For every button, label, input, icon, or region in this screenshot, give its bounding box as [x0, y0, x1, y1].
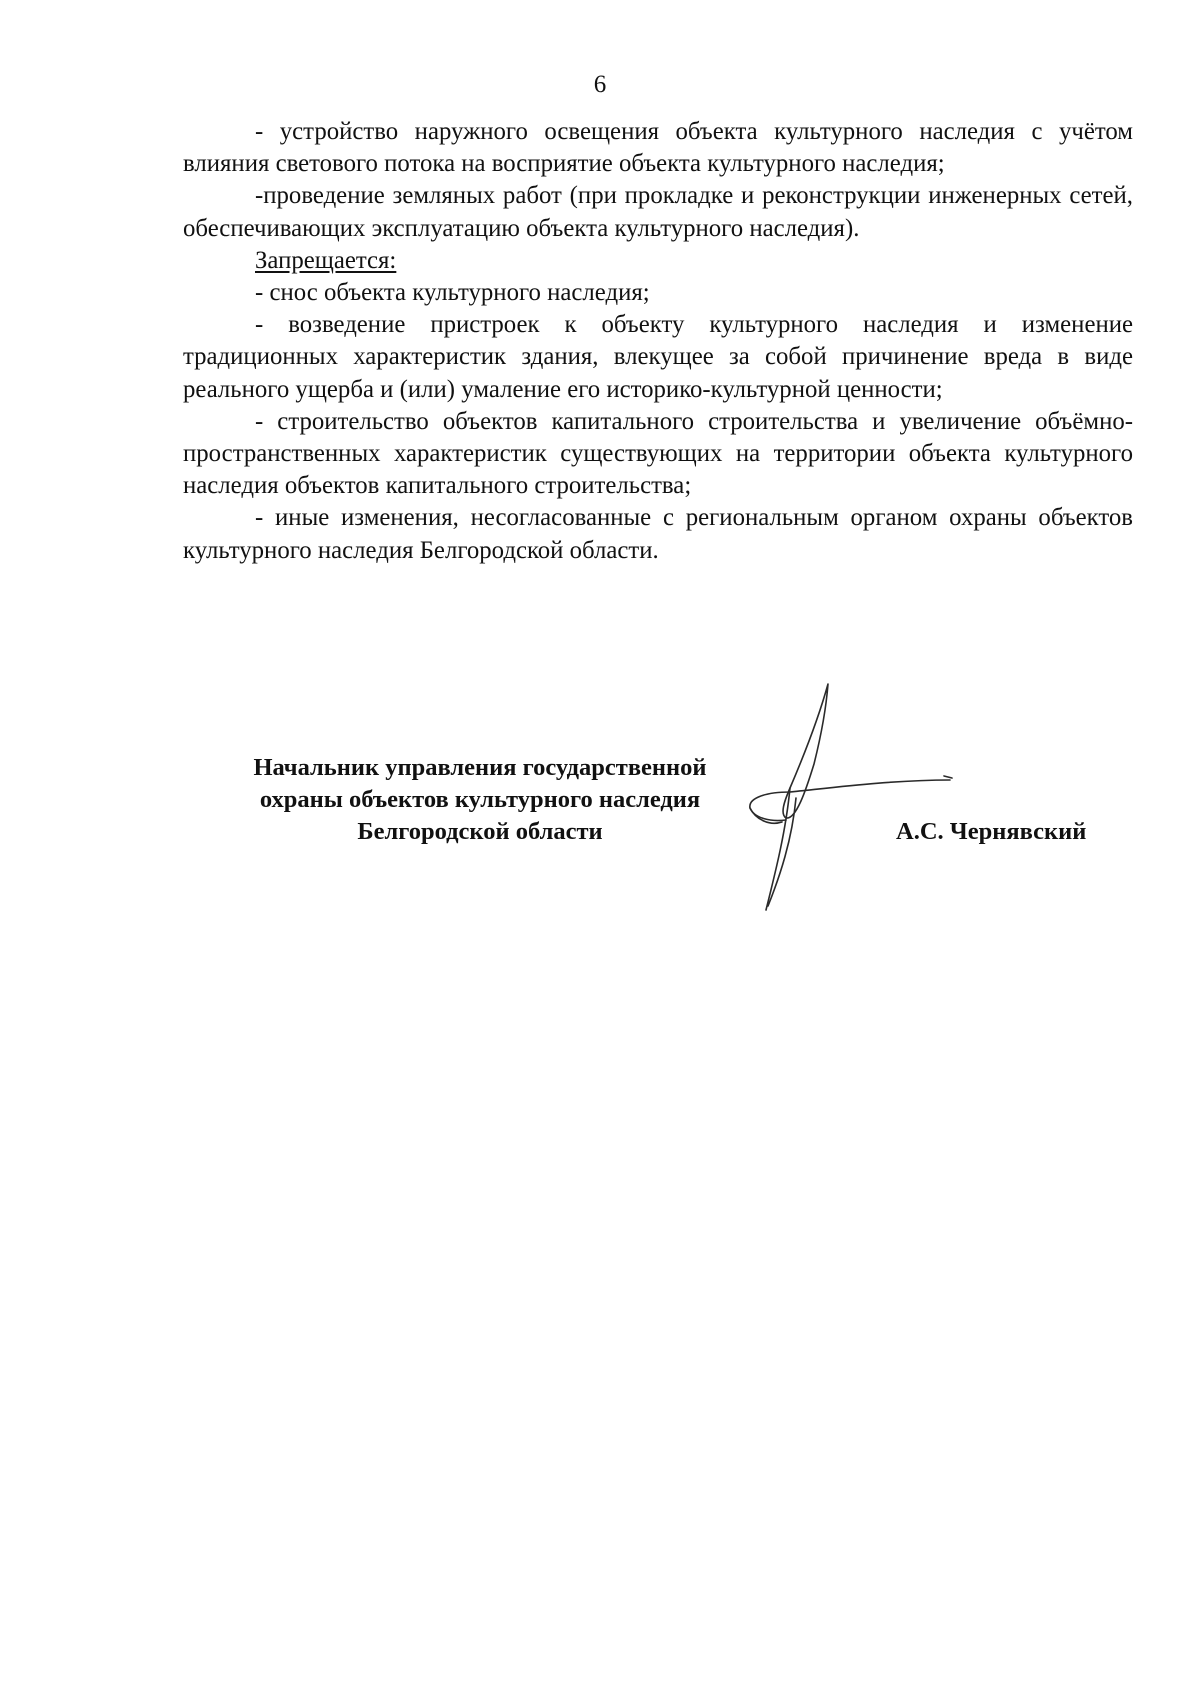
handwritten-signature: [740, 680, 960, 920]
paragraph-other-changes: - иные изменения, несогласованные с региональным органом охраны объектов культурного наследия Белгородской области.: [183, 504, 1133, 564]
forbidden-heading: Запрещается:: [255, 246, 397, 274]
signatory-position-line: охраны объектов культурного наследия: [259, 786, 701, 813]
paragraph-demolition: - снос объекта культурного наследия;: [255, 279, 650, 307]
signatory-position: [200, 752, 760, 848]
document-body: [183, 116, 1133, 567]
signatory-position-line: Белгородской области: [357, 818, 603, 845]
signatory-position-line: Начальник управления государственной: [253, 754, 707, 781]
paragraph-forbidden-heading: [183, 245, 1133, 277]
page-number: 6: [593, 71, 607, 98]
paragraph-extensions: - возведение пристроек к объекту культурного наследия и изменение традиционных характеристик здания, влекущее за собой причинение вреда в виде реального ущерба и (или) умаление его историко-культурной ценности;: [183, 311, 1133, 403]
paragraph-earthworks: -проведение земляных работ (при прокладке и реконструкции инженерных сетей, обеспечивающих эксплуатацию объекта культурного наследия).: [183, 182, 1133, 242]
paragraph-construction: - строительство объектов капитального строительства и увеличение объёмно-пространственных характеристик существующих на территории объекта культурного наследия объектов капитального строительства;: [183, 407, 1133, 500]
paragraph-outdoor-lighting: - устройство наружного освещения объекта культурного наследия с учётом влияния светового потока на восприятие объекта культурного наследия;: [183, 118, 1133, 178]
signer-name: А.С. Чернявский: [896, 818, 1087, 845]
